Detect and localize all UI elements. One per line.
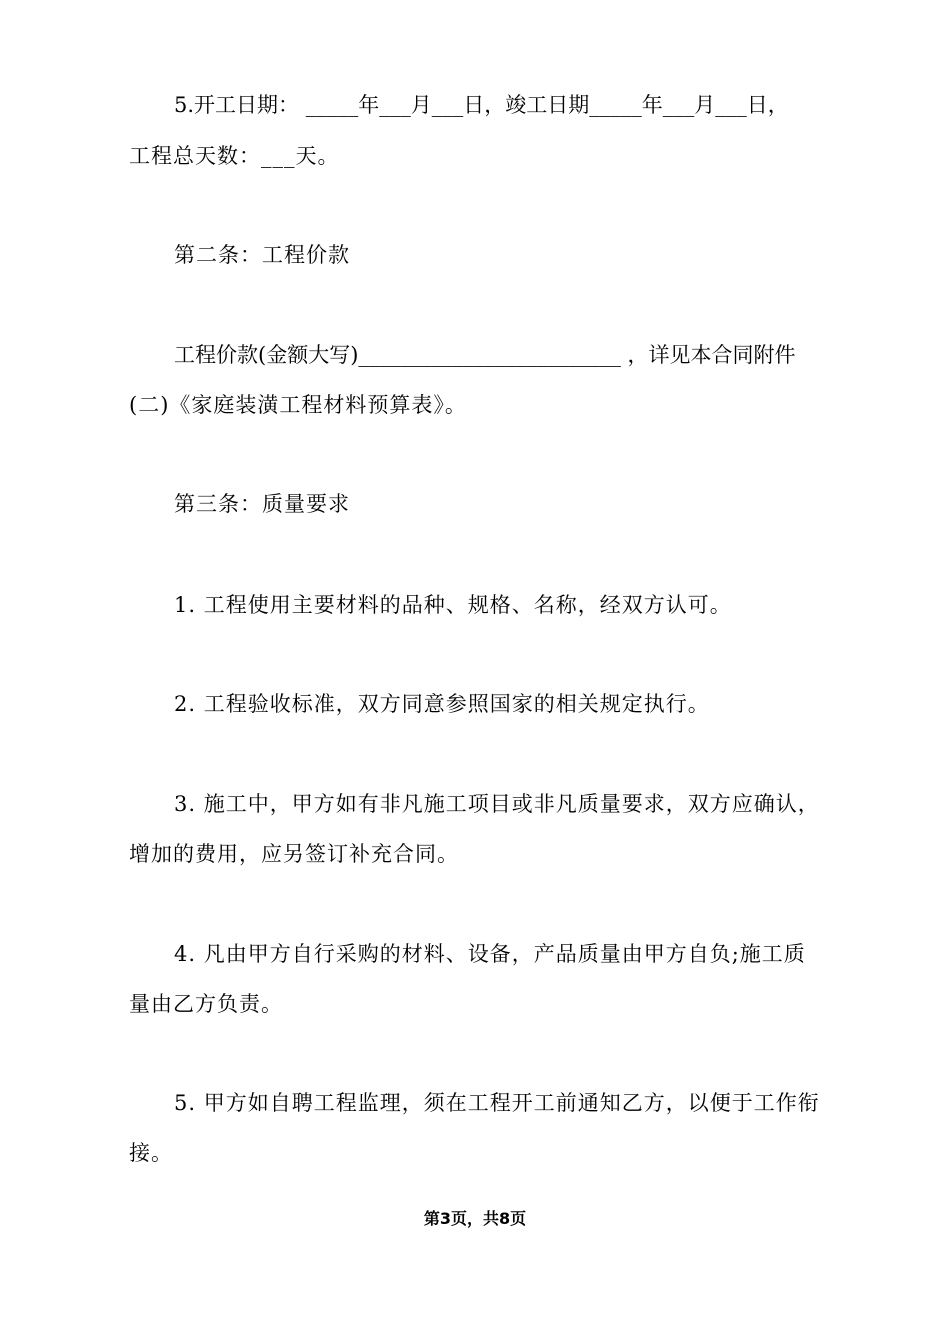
article-2-attachment: (二)《家庭装潢工程材料预算表》。 [129, 393, 467, 417]
article-3-item-2: 2. 工程验收标准，双方同意参照国家的相关规定执行。 [174, 692, 710, 716]
article-3-item-1: 1. 工程使用主要材料的品种、规格、名称，经双方认可。 [174, 593, 732, 617]
clause-1-5-dates: 5.开工日期： _____年___月___日，竣工日期_____年___月___日， [174, 93, 789, 117]
clause-1-5-total-days: 工程总天数：___天。 [129, 144, 340, 168]
article-3-item-5-cont: 接。 [129, 1141, 173, 1165]
article-3-item-4: 4. 凡由甲方自行采购的材料、设备，产品质量由甲方自负;施工质 [174, 942, 806, 966]
article-2-price: 工程价款(金额大写)_________________________ ，详见本合同附件 [174, 343, 796, 367]
article-2-heading: 第二条：工程价款 [174, 243, 350, 267]
article-3-item-3-cont: 增加的费用，应另签订补充合同。 [129, 842, 459, 866]
article-3-item-3: 3. 施工中，甲方如有非凡施工项目或非凡质量要求，双方应确认， [174, 792, 820, 816]
article-3-item-5: 5. 甲方如自聘工程监理，须在工程开工前通知乙方，以便于工作衔 [174, 1091, 820, 1115]
page-number-footer: 第3页，共8页 [423, 1209, 527, 1228]
article-3-item-4-cont: 量由乙方负责。 [129, 992, 283, 1016]
article-3-heading: 第三条：质量要求 [174, 492, 350, 516]
